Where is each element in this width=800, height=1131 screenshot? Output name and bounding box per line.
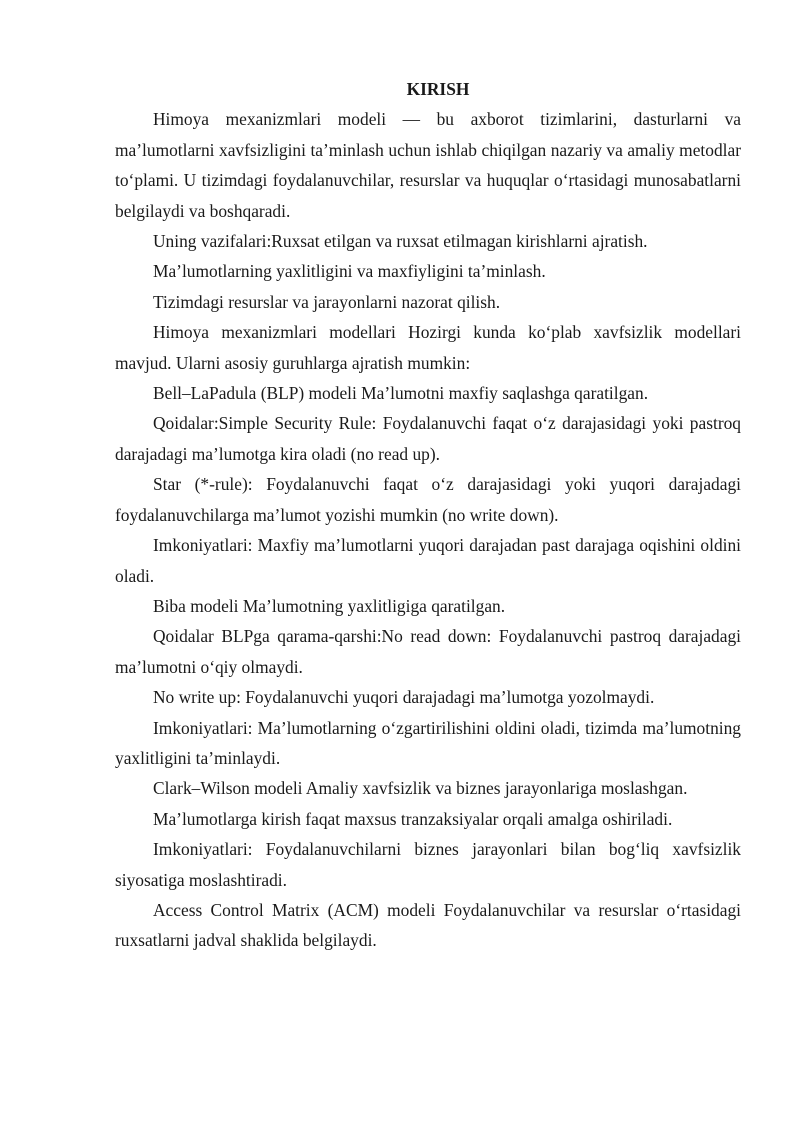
paragraph-biba-rules: Qoidalar BLPga qarama-qarshi:No read down: Foydalanuvchi pastroq darajadagi ma’lumotni o‘qiy olmaydi. — [115, 626, 741, 677]
paragraph-definition: Himoya mexanizmlari modeli — bu axborot tizimlarini, dasturlarni va ma’lumotlarni xavfsizligini ta’minlash uchun ishlab chiqilgan nazariy va amaliy metodlar to‘plami. U tizimdagi foydalanuvchilar, resurslar va huquqlar o‘rtasidagi munosabatlarni belgilaydi va boshqaradi. — [115, 109, 741, 221]
paragraph-blp-capabilities: Imkoniyatlari: Maxfiy ma’lumotlarni yuqori darajadan past darajaga oqishini oldini oladi. — [115, 535, 741, 586]
paragraph-clark-wilson-transactions: Ma’lumotlarga kirish faqat maxsus tranzaksiyalar orqali amalga oshiriladi. — [153, 808, 673, 829]
paragraph-tasks: Uning vazifalari:Ruxsat etilgan va ruxsat etilmagan kirishlarni ajratish. — [153, 231, 648, 252]
paragraph-integrity: Ma’lumotlarning yaxlitligini va maxfiyligini ta’minlash. — [153, 261, 546, 282]
paragraph-clark-wilson: Clark–Wilson modeli Amaliy xavfsizlik va biznes jarayonlariga moslashgan. — [153, 778, 688, 799]
paragraph-biba: Biba modeli Ma’lumotning yaxlitligiga qaratilgan. — [153, 595, 506, 616]
page-title: KIRISH — [406, 79, 470, 99]
paragraph-control: Tizimdagi resurslar va jarayonlarni nazorat qilish. — [153, 291, 501, 312]
paragraph-models-intro: Himoya mexanizmlari modellari Hozirgi kunda ko‘plab xavfsizlik modellari mavjud. Ularni asosiy guruhlarga ajratish mumkin: — [115, 322, 741, 373]
paragraph-blp-simple-rule: Qoidalar:Simple Security Rule: Foydalanuvchi faqat o‘z darajasidagi yoki pastroq darajadagi ma’lumotga kira oladi (no read up). — [115, 413, 741, 464]
paragraph-blp-star-rule: Star (*-rule): Foydalanuvchi faqat o‘z darajasidagi yoki yuqori darajadagi foydalanuvchilarga ma’lumot yozishi mumkin (no write down). — [115, 474, 741, 525]
paragraph-biba-capabilities: Imkoniyatlari: Ma’lumotlarning o‘zgartirilishini oldini oladi, tizimda ma’lumotning yaxlitligini ta’minlaydi. — [115, 717, 741, 768]
paragraph-acm: Access Control Matrix (ACM) modeli Foydalanuvchilar va resurslar o‘rtasidagi ruxsatlarni jadval shaklida belgilaydi. — [115, 899, 741, 951]
paragraph-biba-no-write-up: No write up: Foydalanuvchi yuqori darajadagi ma’lumotga yozolmaydi. — [153, 687, 655, 708]
document-body — [115, 74, 741, 956]
paragraph-clark-wilson-capabilities: Imkoniyatlari: Foydalanuvchilarni biznes jarayonlari bilan bog‘liq xavfsizlik siyosatiga moslashtiradi. — [115, 839, 741, 890]
paragraph-blp: Bell–LaPadula (BLP) modeli Ma’lumotni maxfiy saqlashga qaratilgan. — [153, 383, 649, 404]
